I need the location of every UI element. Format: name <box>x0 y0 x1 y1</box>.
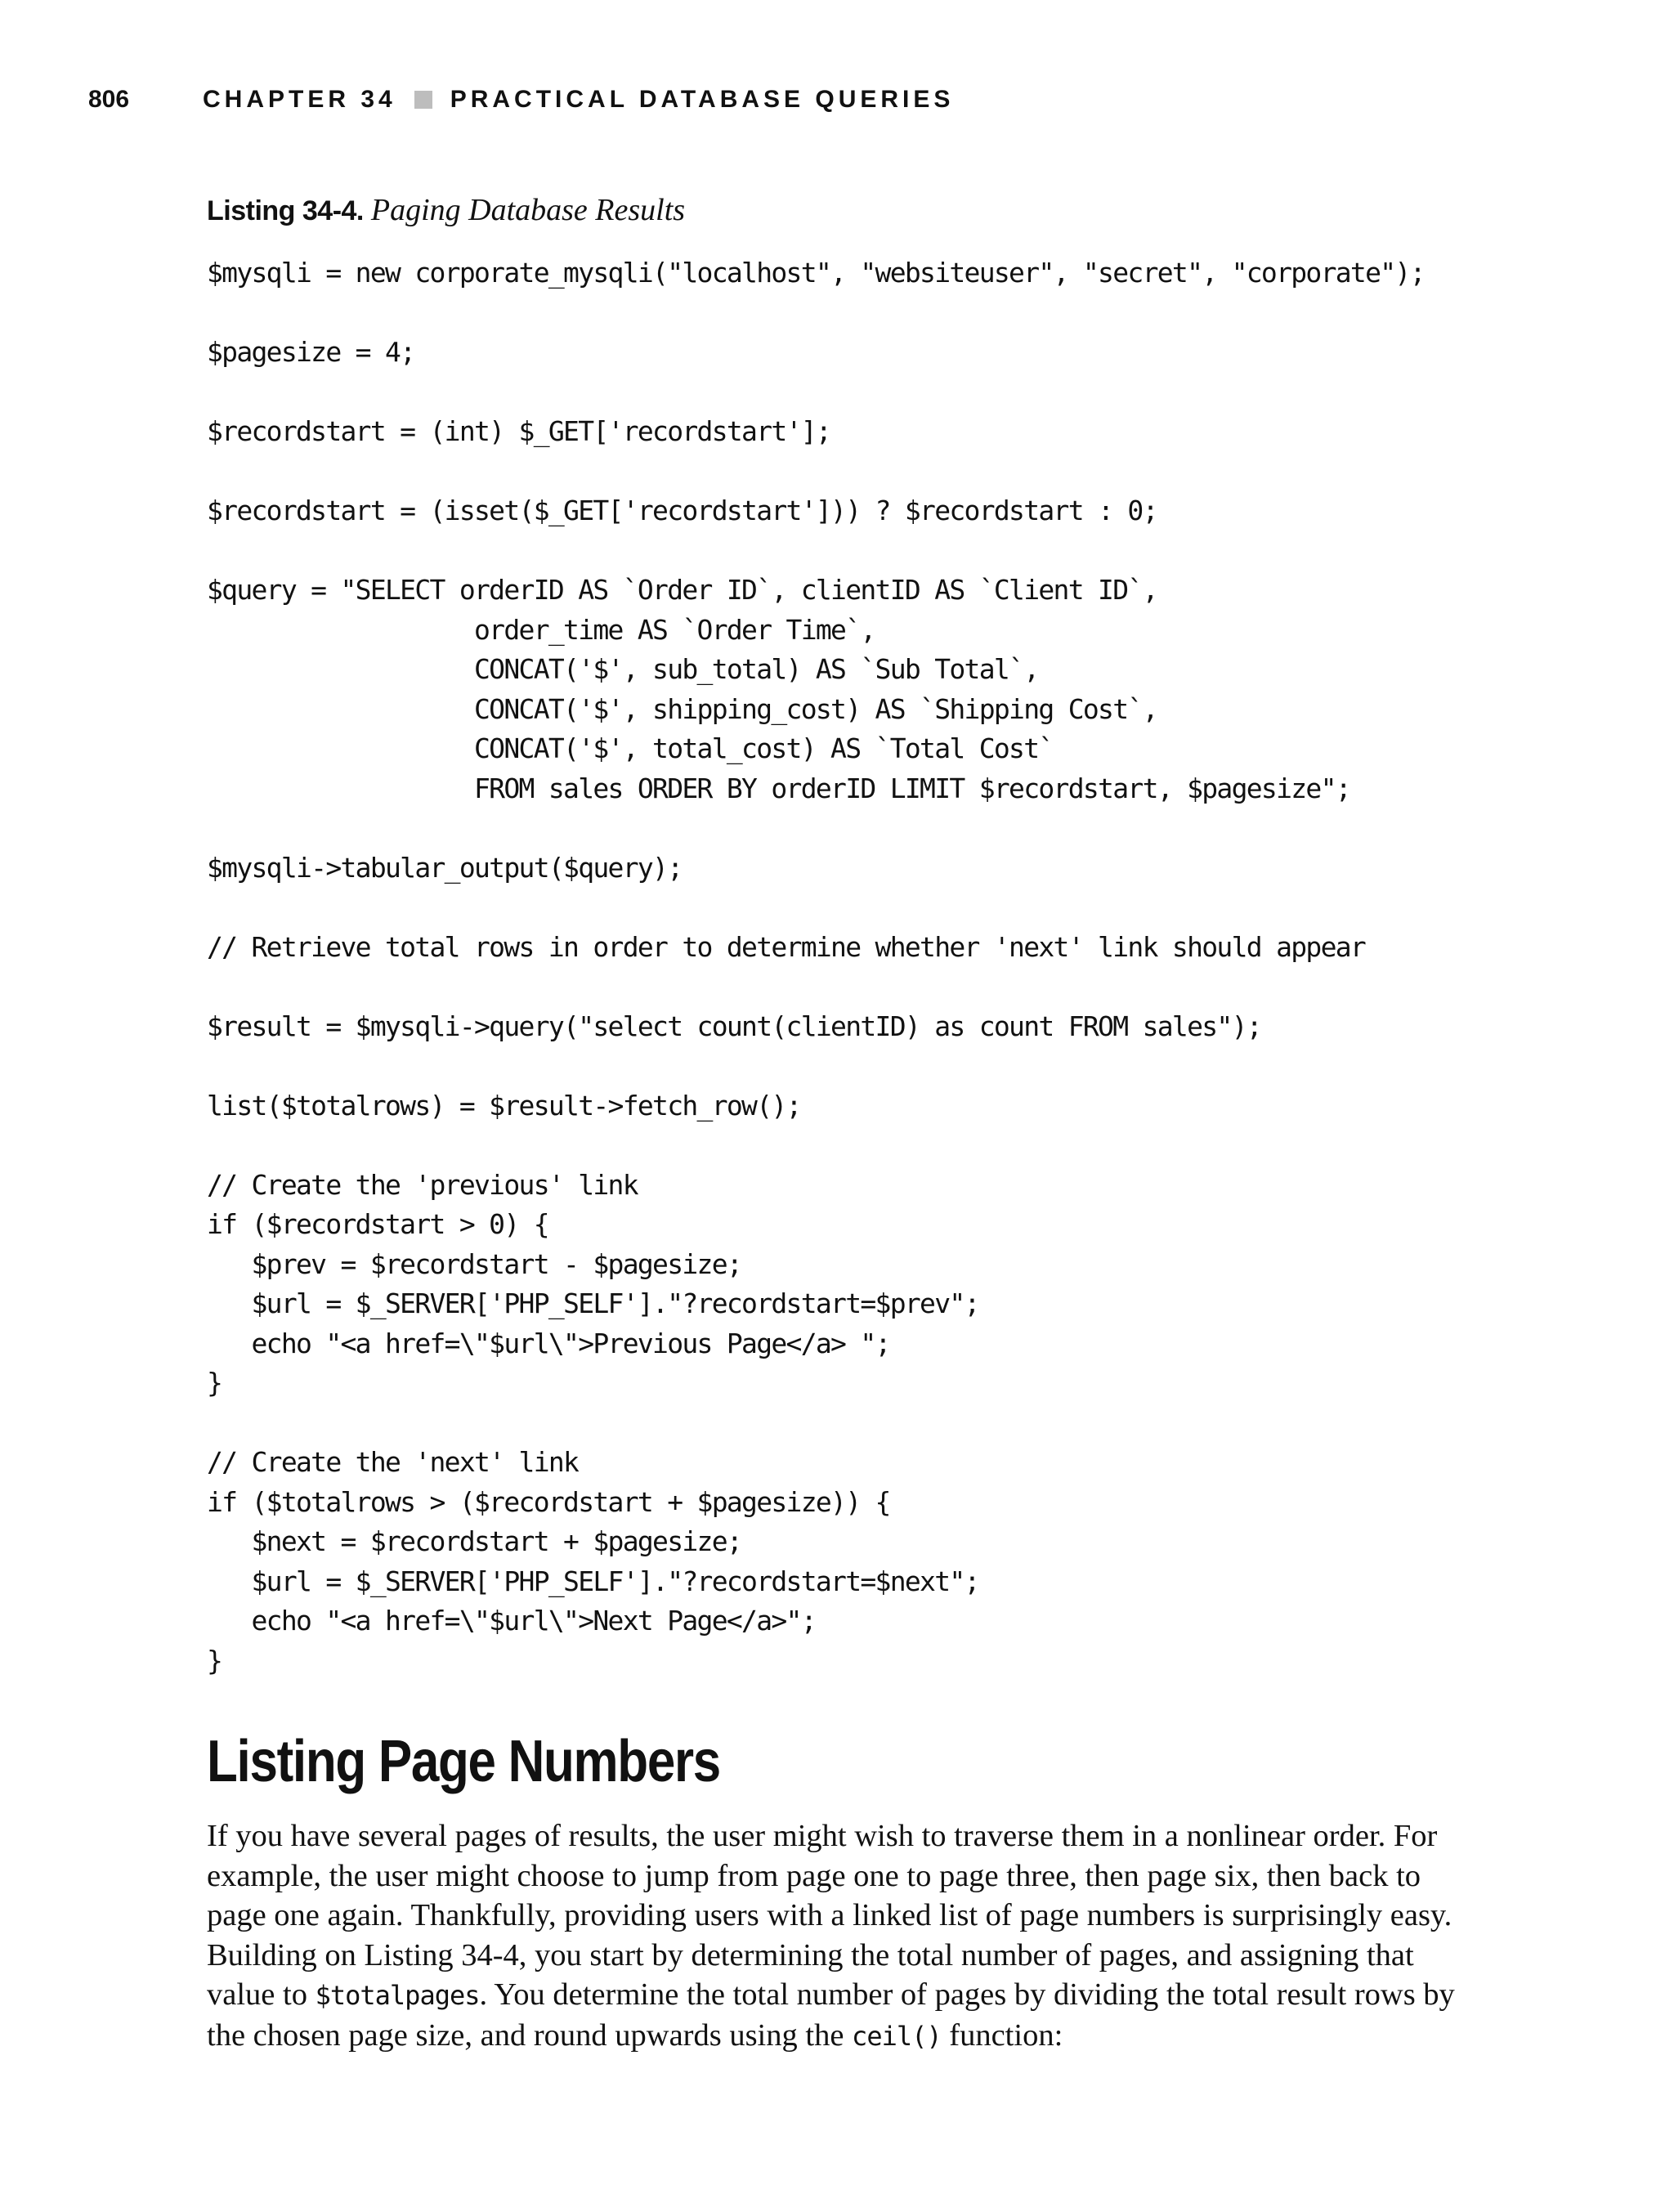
code-line: if ($totalrows > ($recordstart + $pagesize)) { <box>207 1485 890 1518</box>
paragraph-text: function: <box>941 2017 1063 2053</box>
code-line: echo "<a href=\"$url\">Previous Page</a> "; <box>207 1327 890 1359</box>
code-line: // Retrieve total rows in order to determine whether 'next' link should appear <box>207 930 1366 963</box>
listing-caption <box>207 190 685 231</box>
code-line <box>207 888 1425 928</box>
code-line <box>207 808 1425 849</box>
code-line <box>207 1046 1425 1086</box>
code-line: $recordstart = (isset($_GET['recordstart'])) ? $recordstart : 0; <box>207 495 1157 526</box>
code-line: CONCAT('$', sub_total) AS `Sub Total`, <box>207 653 1039 685</box>
code-line <box>207 531 1425 571</box>
paragraph-text: . You determine the total number of pages by dividing the total result rows by the chosen page size, and round upwards using the <box>207 1977 1455 2053</box>
code-line: $next = $recordstart + $pagesize; <box>207 1525 742 1557</box>
square-separator-icon <box>414 91 432 109</box>
code-line: } <box>207 1367 222 1399</box>
code-line: $url = $_SERVER['PHP_SELF']."?recordstart=$next"; <box>207 1565 979 1597</box>
code-line: $mysqli->tabular_output($query); <box>207 851 683 884</box>
code-line: CONCAT('$', total_cost) AS `Total Cost` <box>207 732 1054 764</box>
chapter-label: CHAPTER 34 <box>203 86 396 113</box>
code-listing <box>207 253 1425 1681</box>
code-line: echo "<a href=\"$url\">Next Page</a>"; <box>207 1605 816 1637</box>
code-line: $pagesize = 4; <box>207 336 415 368</box>
code-line <box>207 1404 1425 1444</box>
running-head <box>88 82 954 118</box>
code-line: // Create the 'previous' link <box>207 1168 638 1201</box>
code-line: $result = $mysqli->query("select count(clientID) as count FROM sales"); <box>207 1010 1261 1042</box>
code-line: $mysqli = new corporate_mysqli("localhost", "websiteuser", "secret", "corporate"); <box>207 257 1425 289</box>
code-line <box>207 293 1425 334</box>
code-line: $query = "SELECT orderID AS `Order ID`, clientID AS `Client ID`, <box>207 574 1157 606</box>
code-line <box>207 967 1425 1007</box>
code-line: FROM sales ORDER BY orderID LIMIT $recordstart, $pagesize"; <box>207 772 1350 804</box>
section-heading: Listing Page Numbers <box>207 1729 720 1794</box>
code-line: order_time AS `Order Time`, <box>207 613 875 646</box>
code-line <box>207 452 1425 492</box>
inline-code-ceil: ceil() <box>852 2020 942 2052</box>
code-line: $recordstart = (int) $_GET['recordstart']; <box>207 415 831 447</box>
code-line: } <box>207 1644 222 1677</box>
listing-label: Listing 34-4. <box>207 195 364 226</box>
code-line: $prev = $recordstart - $pagesize; <box>207 1247 742 1280</box>
body-paragraph <box>207 1816 1482 2056</box>
page-number: 806 <box>88 86 130 113</box>
chapter-title: PRACTICAL DATABASE QUERIES <box>450 86 955 113</box>
code-line: // Create the 'next' link <box>207 1446 579 1478</box>
code-line <box>207 373 1425 413</box>
listing-title: Paging Database Results <box>370 193 686 227</box>
inline-code-totalpages: $totalpages <box>315 1980 480 2011</box>
code-line: CONCAT('$', shipping_cost) AS `Shipping Cost`, <box>207 692 1157 725</box>
code-line: $url = $_SERVER['PHP_SELF']."?recordstart=$prev"; <box>207 1287 979 1319</box>
code-line <box>207 1126 1425 1166</box>
code-line: list($totalrows) = $result->fetch_row(); <box>207 1089 801 1122</box>
code-line: if ($recordstart > 0) { <box>207 1208 548 1240</box>
paragraph-text: If you have several pages of results, the user might wish to traverse them in a nonlinear order. For example, the user might choose to jump from page one to page three, then page six, then back to page one again. Thankfully, providing users with a linked list of page numbers is surprisingly easy. Building on Listing 34-4, you start by determining the total number of pages, and assigning that value to <box>207 1819 1452 2012</box>
